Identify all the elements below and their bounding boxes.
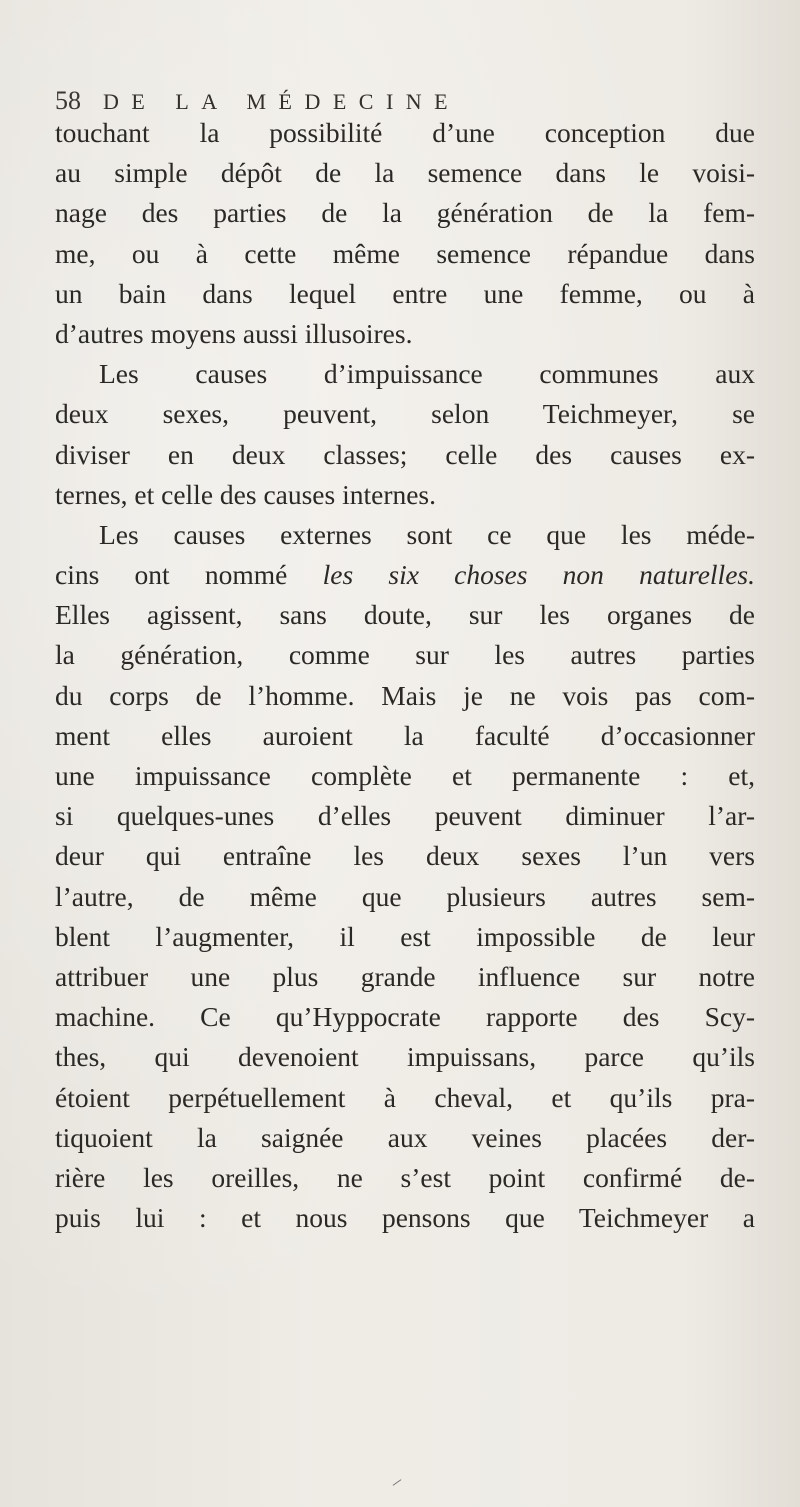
text-line bbox=[55, 555, 755, 595]
body-text bbox=[55, 113, 755, 1238]
text-line: Les causes d’impuissance communes aux bbox=[99, 358, 755, 390]
text-line: deux sexes, peuvent, selon Teichmeyer, se bbox=[55, 398, 755, 430]
text-line: tiquoient la saignée aux veines placées der- bbox=[55, 1121, 755, 1153]
text-line: du corps de l’homme. Mais je ne vois pas com- bbox=[55, 679, 755, 711]
text-line: si quelques-unes d’elles peuvent diminuer l’ar- bbox=[55, 800, 755, 832]
text-line: Les causes externes sont ce que les méde- bbox=[99, 518, 755, 550]
page-number: 58 bbox=[55, 86, 81, 115]
text-line: machine. Ce qu’Hyppocrate rapporte des Scy- bbox=[55, 1001, 755, 1033]
text-line: touchant la possibilité d’une conception due bbox=[55, 117, 755, 148]
text-line: ment elles auroient la faculté d’occasionner bbox=[55, 719, 755, 751]
text-line: attribuer une plus grande influence sur notre bbox=[55, 960, 755, 992]
text-line: nage des parties de la génération de la fem- bbox=[55, 197, 755, 229]
running-head: DE LA MÉDECINE bbox=[103, 89, 461, 114]
text-line: blent l’augmenter, il est impossible de leur bbox=[55, 920, 755, 952]
text-line: ternes, et celle des causes internes. bbox=[55, 478, 437, 510]
text-line: Elles agissent, sans doute, sur les organes de bbox=[55, 599, 755, 631]
text-line: l’autre, de même que plusieurs autres sem- bbox=[55, 880, 755, 912]
text-line: étoient perpétuellement à cheval, et qu’ils pra- bbox=[55, 1081, 755, 1113]
text-line: puis lui : et nous pensons que Teichmeyer a bbox=[55, 1202, 755, 1234]
text-line: d’autres moyens aussi illusoires. bbox=[55, 317, 413, 349]
text-line: deur qui entraîne les deux sexes l’un vers bbox=[55, 840, 755, 872]
text-line: rière les oreilles, ne s’est point confirmé de- bbox=[55, 1161, 755, 1193]
text-line: la génération, comme sur les autres parties bbox=[55, 639, 755, 671]
italic-phrase: les six choses non naturelles. bbox=[322, 559, 755, 591]
text-line: un bain dans lequel entre une femme, ou à bbox=[55, 277, 755, 309]
text-line: thes, qui devenoient impuissans, parce qu’ils bbox=[55, 1041, 755, 1073]
text-segment: cins ont nommé bbox=[55, 559, 323, 591]
ink-mark bbox=[393, 1479, 402, 1486]
text-line: me, ou à cette même semence répandue dans bbox=[55, 237, 755, 269]
text-line: diviser en deux classes; celle des causes ex- bbox=[55, 438, 755, 470]
text-line: une impuissance complète et permanente : et, bbox=[55, 760, 755, 791]
text-line: au simple dépôt de la semence dans le voisi- bbox=[55, 157, 755, 189]
